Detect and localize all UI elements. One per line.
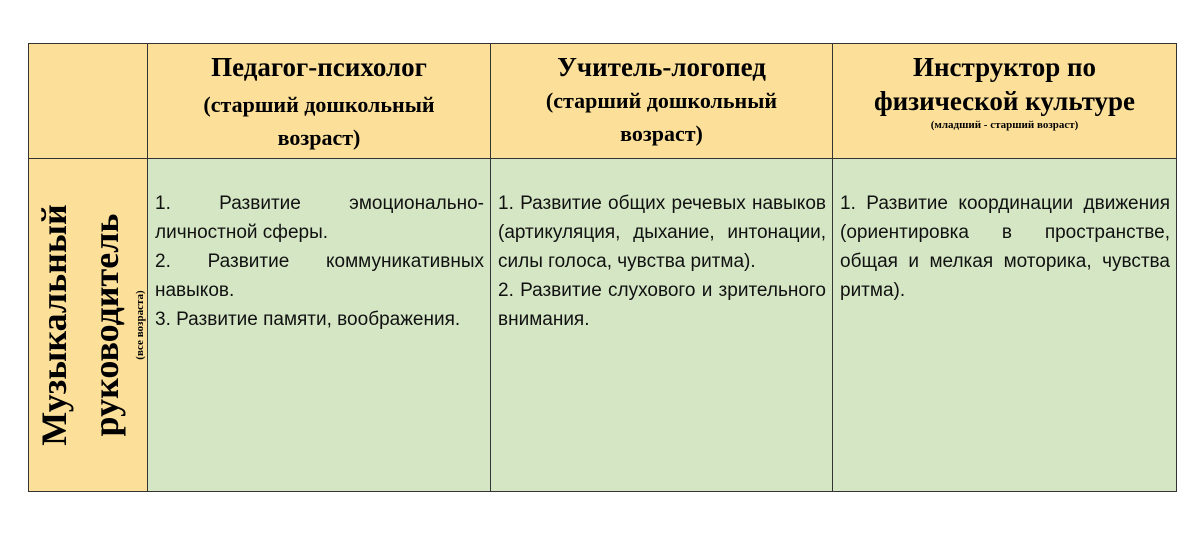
cell-item: 1. Развитие эмоционально-личностной сферы.: [155, 193, 484, 243]
header-title: Педагог-психолог: [211, 52, 427, 82]
body-row-music-director: [29, 159, 1177, 492]
cell-item: 1. Развитие координации движения (ориентировка в пространстве, общая и мелкая моторика, чувства ритма).: [840, 193, 1170, 301]
header-subtitle: (старший дошкольный: [203, 92, 435, 117]
header-title: Учитель-логопед: [557, 52, 766, 82]
cell-item: 2. Развитие коммуникативных навыков.: [155, 251, 484, 301]
header-title: физической культуре: [874, 86, 1135, 116]
cell-item: 1. Развитие общих речевых навыков (артикуляция, дыхание, интонации, силы голоса, чувства ритма).: [498, 193, 826, 272]
cell-pe-instructor: [833, 159, 1177, 492]
row-subtitle: (все возраста): [134, 290, 146, 360]
cell-item: 2. Развитие слухового и зрительного внимания.: [498, 280, 826, 330]
cell-item: 3. Развитие памяти, воображения.: [155, 309, 461, 330]
row-header-cell: [29, 159, 148, 492]
header-cell-speech-therapist: [491, 44, 833, 159]
header-subtitle: (младший - старший возраст): [930, 119, 1079, 131]
header-cell-psychologist: [148, 44, 491, 159]
cell-speech-therapist: [491, 159, 833, 492]
header-subtitle: (старший дошкольный: [545, 88, 778, 113]
corner-cell: [29, 44, 148, 159]
header-subtitle: возраст): [277, 125, 361, 150]
cell-psychologist: [148, 159, 491, 492]
header-cell-pe-instructor: [833, 44, 1177, 159]
header-subtitle: возраст): [620, 121, 703, 146]
row-title: руководитель: [86, 213, 126, 437]
header-row: [29, 44, 1177, 159]
interaction-table: [28, 43, 1177, 492]
row-title: Музыкальный: [34, 204, 74, 446]
header-title: Инструктор по: [912, 52, 1097, 82]
